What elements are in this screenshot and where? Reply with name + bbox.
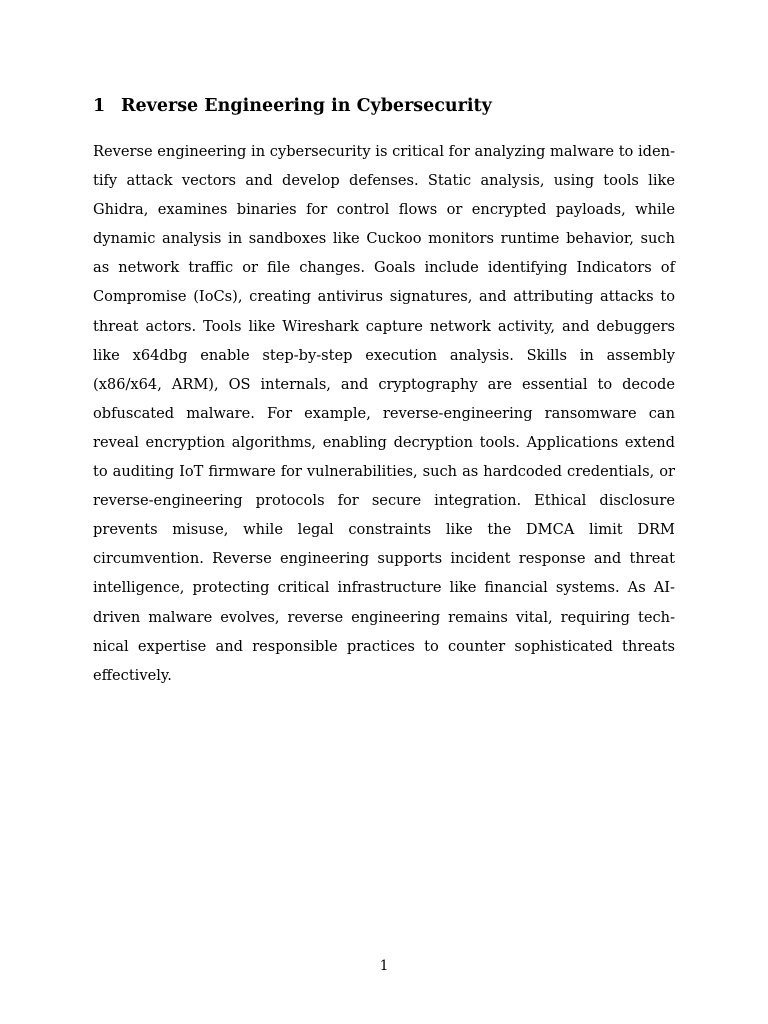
section-heading [93, 94, 693, 118]
section-number: 1 [93, 96, 106, 116]
section-title: Reverse Engineering in Cybersecurity [121, 96, 492, 116]
page-number: 1 [379, 958, 389, 974]
body-paragraph: Reverse engineering in cybersecurity is critical for analyzing malware to identify attack vectors and develop defenses. Static analysis, using tools like Ghidra, examines binaries for control flows or encrypted payloads, while dynamic analysis in sandboxes like Cuckoo monitors runtime behavior, such as network traffic or file changes. Goals include identifying Indicators of Compromise (IoCs), creating antivirus signatures, and attributing attacks to threat actors. Tools like Wireshark capture network activity, and debuggers like x64dbg enable step-by-step execution analysis. Skills in assembly (x86/x64, ARM), OS internals, and cryptography are essential to decode obfuscated malware. For example, reverse-engineering ransomware can reveal encryption algorithms, enabling decryption tools. Applications extend to auditing IoT firmware for vulnerabilities, such as hardcoded credentials, or reverse-engineering protocols for secure integration. Ethical disclosure prevents misuse, while legal constraints like the DMCA limit DRM circumvention. Reverse engineering supports incident response and threat intelligence, protecting critical infrastructure like financial systems. As AI-driven malware evolves, reverse engineering remains vital, requiring technical expertise and responsible practices to counter sophisticated threats effectively. [93, 143, 675, 684]
